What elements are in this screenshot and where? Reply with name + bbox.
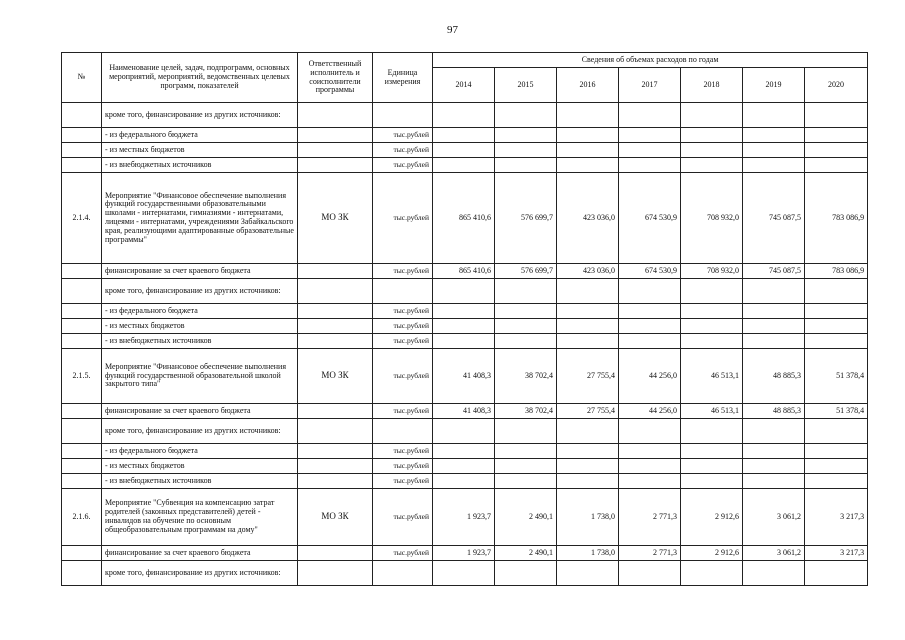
row-name-cell: Мероприятие "Финансовое обеспечение выполнения функций государственной образовательной школой закрытого типа": [102, 349, 298, 404]
row-value-cell: 708 932,0: [681, 264, 743, 279]
row-value-cell: [495, 143, 557, 158]
row-name-cell: кроме того, финансирование из других источников:: [102, 419, 298, 444]
row-value-cell: 46 513,1: [681, 349, 743, 404]
row-value-cell: [805, 474, 868, 489]
row-value-cell: 2 912,6: [681, 489, 743, 546]
table-row: [62, 444, 868, 459]
row-value-cell: 27 755,4: [557, 404, 619, 419]
row-value-cell: 1 738,0: [557, 546, 619, 561]
row-responsible-cell: [298, 264, 373, 279]
table-row: [62, 561, 868, 586]
row-value-cell: 423 036,0: [557, 264, 619, 279]
row-value-cell: [433, 279, 495, 304]
row-value-cell: [743, 319, 805, 334]
row-value-cell: [433, 143, 495, 158]
header-year: 2016: [557, 68, 619, 103]
row-value-cell: [619, 561, 681, 586]
row-value-cell: [805, 103, 868, 128]
row-responsible-cell: [298, 444, 373, 459]
row-value-cell: [805, 444, 868, 459]
row-value-cell: [619, 459, 681, 474]
row-value-cell: [495, 158, 557, 173]
budget-table: [61, 52, 868, 586]
row-name-cell: кроме того, финансирование из других источников:: [102, 279, 298, 304]
row-value-cell: 783 086,9: [805, 173, 868, 264]
row-value-cell: [805, 561, 868, 586]
row-value-cell: [619, 103, 681, 128]
row-value-cell: 38 702,4: [495, 404, 557, 419]
row-value-cell: [557, 143, 619, 158]
row-value-cell: 44 256,0: [619, 404, 681, 419]
row-value-cell: [619, 304, 681, 319]
row-value-cell: 3 061,2: [743, 489, 805, 546]
row-value-cell: 41 408,3: [433, 404, 495, 419]
row-value-cell: [433, 444, 495, 459]
header-year: 2020: [805, 68, 868, 103]
row-number-cell: [62, 419, 102, 444]
row-name-cell: - из внебюджетных источников: [102, 474, 298, 489]
row-number-cell: [62, 103, 102, 128]
row-value-cell: 674 530,9: [619, 173, 681, 264]
row-name-cell: кроме того, финансирование из других источников:: [102, 561, 298, 586]
row-value-cell: 2 490,1: [495, 546, 557, 561]
row-responsible-cell: [298, 319, 373, 334]
row-unit-cell: тыс.рублей: [373, 489, 433, 546]
row-value-cell: [619, 334, 681, 349]
row-name-cell: Мероприятие "Субвенция на компенсацию затрат родителей (законных представителей) детей - инвалидов на обучение по основным общеобразовательным программам на дому": [102, 489, 298, 546]
row-value-cell: [681, 474, 743, 489]
row-number-cell: [62, 158, 102, 173]
row-value-cell: [743, 444, 805, 459]
row-unit-cell: [373, 103, 433, 128]
row-responsible-cell: МО ЗК: [298, 173, 373, 264]
row-value-cell: 674 530,9: [619, 264, 681, 279]
row-name-cell: - из федерального бюджета: [102, 128, 298, 143]
row-value-cell: [619, 143, 681, 158]
row-value-cell: 51 378,4: [805, 349, 868, 404]
row-unit-cell: тыс.рублей: [373, 264, 433, 279]
row-value-cell: 27 755,4: [557, 349, 619, 404]
row-value-cell: 2 490,1: [495, 489, 557, 546]
row-value-cell: [557, 128, 619, 143]
row-value-cell: [557, 158, 619, 173]
row-value-cell: [805, 128, 868, 143]
row-value-cell: [681, 128, 743, 143]
row-unit-cell: тыс.рублей: [373, 128, 433, 143]
row-name-cell: - из местных бюджетов: [102, 459, 298, 474]
table-row: [62, 128, 868, 143]
row-value-cell: [619, 474, 681, 489]
table-row: [62, 319, 868, 334]
row-value-cell: [557, 103, 619, 128]
row-unit-cell: [373, 561, 433, 586]
row-name-cell: - из федерального бюджета: [102, 444, 298, 459]
row-value-cell: [433, 474, 495, 489]
row-number-cell: [62, 264, 102, 279]
row-number-cell: [62, 404, 102, 419]
table-row: [62, 143, 868, 158]
row-value-cell: [619, 279, 681, 304]
row-value-cell: 1 738,0: [557, 489, 619, 546]
row-number-cell: [62, 128, 102, 143]
row-value-cell: [805, 158, 868, 173]
table-row: [62, 173, 868, 264]
row-value-cell: 48 885,3: [743, 404, 805, 419]
row-value-cell: [433, 459, 495, 474]
row-value-cell: [805, 279, 868, 304]
table-row: [62, 349, 868, 404]
row-unit-cell: тыс.рублей: [373, 158, 433, 173]
row-value-cell: [805, 304, 868, 319]
row-responsible-cell: [298, 546, 373, 561]
row-number-cell: [62, 334, 102, 349]
row-unit-cell: тыс.рублей: [373, 546, 433, 561]
row-unit-cell: тыс.рублей: [373, 404, 433, 419]
row-value-cell: 3 217,3: [805, 546, 868, 561]
row-unit-cell: тыс.рублей: [373, 444, 433, 459]
row-name-cell: Мероприятие "Финансовое обеспечение выполнения функций государственными образовательными школами - интернатами, гимназиями - интернатами, лицеями - интернатами, учреждениями Забайкальского края, реализующими адаптированные образовательные программы": [102, 173, 298, 264]
row-value-cell: [805, 419, 868, 444]
row-value-cell: [743, 279, 805, 304]
row-value-cell: [557, 304, 619, 319]
row-value-cell: [495, 419, 557, 444]
row-value-cell: [805, 143, 868, 158]
header-year: 2019: [743, 68, 805, 103]
row-responsible-cell: [298, 128, 373, 143]
row-name-cell: - из местных бюджетов: [102, 319, 298, 334]
row-number-cell: 2.1.4.: [62, 173, 102, 264]
row-value-cell: [495, 474, 557, 489]
row-value-cell: 2 771,3: [619, 546, 681, 561]
row-value-cell: [805, 459, 868, 474]
row-value-cell: [681, 304, 743, 319]
row-value-cell: 48 885,3: [743, 349, 805, 404]
row-value-cell: [433, 334, 495, 349]
row-unit-cell: тыс.рублей: [373, 334, 433, 349]
row-name-cell: - из внебюджетных источников: [102, 158, 298, 173]
row-value-cell: 38 702,4: [495, 349, 557, 404]
row-responsible-cell: [298, 279, 373, 304]
header-responsible: Ответственный исполнитель и соисполнители программы: [298, 53, 373, 103]
row-value-cell: [433, 103, 495, 128]
row-value-cell: 41 408,3: [433, 349, 495, 404]
row-responsible-cell: [298, 143, 373, 158]
row-value-cell: [743, 304, 805, 319]
row-value-cell: [743, 459, 805, 474]
row-unit-cell: тыс.рублей: [373, 349, 433, 404]
table-row: [62, 459, 868, 474]
row-responsible-cell: [298, 474, 373, 489]
row-value-cell: [743, 128, 805, 143]
row-value-cell: [743, 561, 805, 586]
row-number-cell: [62, 319, 102, 334]
row-number-cell: [62, 561, 102, 586]
row-value-cell: [681, 334, 743, 349]
row-value-cell: [557, 459, 619, 474]
header-year: 2015: [495, 68, 557, 103]
row-value-cell: [681, 444, 743, 459]
row-value-cell: [495, 561, 557, 586]
row-number-cell: 2.1.6.: [62, 489, 102, 546]
row-unit-cell: [373, 279, 433, 304]
row-value-cell: 865 410,6: [433, 173, 495, 264]
table-row: [62, 546, 868, 561]
row-responsible-cell: [298, 158, 373, 173]
row-number-cell: 2.1.5.: [62, 349, 102, 404]
row-value-cell: [433, 304, 495, 319]
row-value-cell: [681, 459, 743, 474]
row-value-cell: 46 513,1: [681, 404, 743, 419]
row-value-cell: [743, 474, 805, 489]
row-value-cell: [619, 319, 681, 334]
row-value-cell: [743, 419, 805, 444]
row-value-cell: [557, 419, 619, 444]
header-name: Наименование целей, задач, подпрограмм, основных мероприятий, мероприятий, ведомственных целевых программ, показателей: [102, 53, 298, 103]
row-value-cell: [557, 474, 619, 489]
row-value-cell: 1 923,7: [433, 546, 495, 561]
row-value-cell: [681, 279, 743, 304]
row-value-cell: [557, 279, 619, 304]
row-name-cell: финансирование за счет краевого бюджета: [102, 404, 298, 419]
table-row: [62, 489, 868, 546]
row-value-cell: 783 086,9: [805, 264, 868, 279]
row-value-cell: 865 410,6: [433, 264, 495, 279]
row-name-cell: - из внебюджетных источников: [102, 334, 298, 349]
row-value-cell: 44 256,0: [619, 349, 681, 404]
row-value-cell: [557, 561, 619, 586]
row-unit-cell: тыс.рублей: [373, 173, 433, 264]
row-unit-cell: тыс.рублей: [373, 143, 433, 158]
table-row: [62, 279, 868, 304]
row-value-cell: [495, 334, 557, 349]
table-row: [62, 334, 868, 349]
row-unit-cell: тыс.рублей: [373, 319, 433, 334]
row-value-cell: [495, 279, 557, 304]
table-row: [62, 158, 868, 173]
row-value-cell: [619, 158, 681, 173]
row-value-cell: [619, 444, 681, 459]
row-value-cell: [495, 103, 557, 128]
header-expenses: Сведения об объемах расходов по годам: [433, 53, 868, 68]
row-number-cell: [62, 444, 102, 459]
row-value-cell: 3 217,3: [805, 489, 868, 546]
row-value-cell: [805, 319, 868, 334]
row-responsible-cell: [298, 419, 373, 444]
row-value-cell: 423 036,0: [557, 173, 619, 264]
row-number-cell: [62, 143, 102, 158]
row-responsible-cell: [298, 334, 373, 349]
row-value-cell: [681, 143, 743, 158]
row-value-cell: [681, 419, 743, 444]
row-value-cell: [681, 158, 743, 173]
row-value-cell: [743, 103, 805, 128]
row-value-cell: [557, 334, 619, 349]
row-unit-cell: тыс.рублей: [373, 474, 433, 489]
row-value-cell: [681, 319, 743, 334]
row-value-cell: 2 912,6: [681, 546, 743, 561]
row-value-cell: [805, 334, 868, 349]
row-number-cell: [62, 459, 102, 474]
page-number: 97: [447, 24, 458, 36]
row-number-cell: [62, 474, 102, 489]
row-unit-cell: [373, 419, 433, 444]
row-name-cell: - из федерального бюджета: [102, 304, 298, 319]
row-value-cell: [495, 459, 557, 474]
row-value-cell: [433, 419, 495, 444]
row-number-cell: [62, 304, 102, 319]
table-row: [62, 304, 868, 319]
header-year: 2014: [433, 68, 495, 103]
row-value-cell: 51 378,4: [805, 404, 868, 419]
row-name-cell: финансирование за счет краевого бюджета: [102, 546, 298, 561]
row-value-cell: 745 087,5: [743, 173, 805, 264]
header-num: №: [62, 53, 102, 103]
row-value-cell: [495, 128, 557, 143]
row-value-cell: [557, 444, 619, 459]
row-value-cell: [495, 444, 557, 459]
row-value-cell: [743, 143, 805, 158]
row-value-cell: 1 923,7: [433, 489, 495, 546]
row-value-cell: [433, 561, 495, 586]
row-number-cell: [62, 546, 102, 561]
row-unit-cell: тыс.рублей: [373, 304, 433, 319]
row-value-cell: 576 699,7: [495, 173, 557, 264]
row-responsible-cell: [298, 404, 373, 419]
table-header: [62, 53, 868, 103]
table-body: [62, 103, 868, 586]
row-value-cell: [681, 103, 743, 128]
row-value-cell: [433, 158, 495, 173]
header-year: 2018: [681, 68, 743, 103]
row-value-cell: [619, 128, 681, 143]
row-value-cell: 3 061,2: [743, 546, 805, 561]
table-row: [62, 264, 868, 279]
header-year: 2017: [619, 68, 681, 103]
row-responsible-cell: [298, 459, 373, 474]
row-unit-cell: тыс.рублей: [373, 459, 433, 474]
row-value-cell: [495, 319, 557, 334]
row-number-cell: [62, 279, 102, 304]
row-name-cell: кроме того, финансирование из других источников:: [102, 103, 298, 128]
row-value-cell: 745 087,5: [743, 264, 805, 279]
table-row: [62, 103, 868, 128]
row-value-cell: [681, 561, 743, 586]
row-value-cell: [619, 419, 681, 444]
row-name-cell: - из местных бюджетов: [102, 143, 298, 158]
row-value-cell: [433, 128, 495, 143]
table-row: [62, 404, 868, 419]
row-responsible-cell: МО ЗК: [298, 489, 373, 546]
row-value-cell: [743, 158, 805, 173]
table-row: [62, 419, 868, 444]
row-value-cell: [495, 304, 557, 319]
header-unit: Единица измерения: [373, 53, 433, 103]
table-row: [62, 474, 868, 489]
row-responsible-cell: [298, 561, 373, 586]
row-value-cell: 708 932,0: [681, 173, 743, 264]
row-value-cell: [557, 319, 619, 334]
row-value-cell: 576 699,7: [495, 264, 557, 279]
row-responsible-cell: [298, 304, 373, 319]
row-value-cell: [743, 334, 805, 349]
row-value-cell: 2 771,3: [619, 489, 681, 546]
row-value-cell: [433, 319, 495, 334]
row-name-cell: финансирование за счет краевого бюджета: [102, 264, 298, 279]
row-responsible-cell: [298, 103, 373, 128]
row-responsible-cell: МО ЗК: [298, 349, 373, 404]
